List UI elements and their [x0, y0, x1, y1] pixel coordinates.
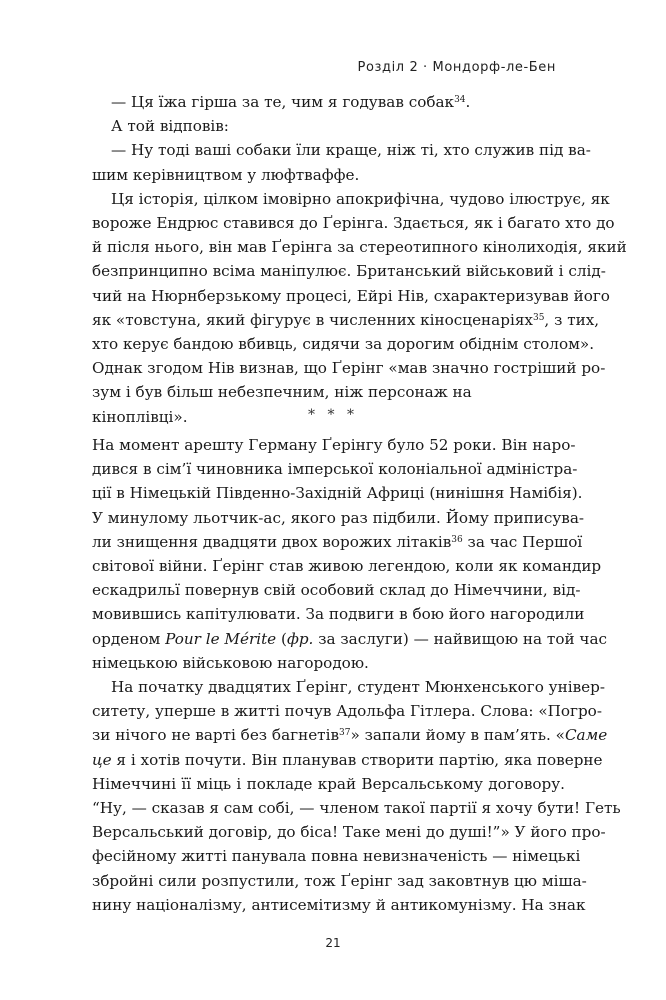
text-line: [92, 627, 608, 651]
italic-text: Pour le Mérite: [165, 629, 277, 648]
line-text: Німеччині її міць і покладе край Версальському договору.: [92, 774, 565, 793]
section-divider: * * *: [308, 407, 358, 423]
line-text: .: [465, 93, 471, 111]
text-line: [92, 578, 581, 602]
line-text: нину націоналізму, антисемітизму й антикомунізму. На знак: [92, 895, 586, 914]
text-block-dialogue: [92, 90, 627, 429]
line-text: — Ну тоді ваші собаки їли краще, ніж ті, хто служив під ва-: [111, 141, 591, 160]
line-text: я і хотів почути. Він планував створити партію, яка поверне: [111, 750, 603, 769]
text-line: [92, 893, 586, 917]
text-line: [92, 235, 627, 259]
italic-text: фр.: [286, 629, 314, 648]
text-line: [92, 748, 603, 772]
line-text: Ця історія, цілком імовірно апокрифічна, чудово ілюструє, як: [111, 189, 610, 208]
footnote-ref: 37: [339, 728, 351, 739]
text-line: [92, 114, 565, 138]
line-text: ції в Німецькій Південно-Західній Африці (нинішня Намібія).: [92, 484, 583, 503]
line-text: збройні сили розпустили, тож Ґерінг зад заковтнув цю мішa-: [92, 871, 587, 890]
line-text: ескадрильї повернув свій особовий склад до Німеччини, від-: [92, 581, 581, 600]
text-line: [92, 723, 608, 747]
footnote-ref: 34: [454, 95, 466, 105]
line-text: , з тих,: [544, 310, 600, 329]
line-text: й після нього, він мав Ґерінга за стереотипного кінолиходія, який: [92, 238, 627, 257]
line-text: дився в сім’ї чиновника імперської колоніальної адміністра-: [92, 460, 578, 479]
text-line: [92, 869, 587, 893]
text-line: [92, 651, 565, 675]
line-text: німецькою військовою нагородою.: [92, 653, 369, 672]
line-text: У минулому льотчик-ас, якого раз підбили. Йому приписува-: [92, 508, 585, 527]
text-line: [92, 699, 602, 723]
text-line: [92, 796, 621, 820]
line-text: — Ця їжа гірша за те, чим я годував собак: [111, 93, 455, 111]
text-line: [92, 481, 583, 505]
text-block-biography: [92, 433, 621, 917]
line-text: Версальський договір, до біса! Таке мені до душі!”» У його про-: [92, 823, 606, 842]
line-text: хто керує бандою вбивць, сидячи за дорогим обіднім столом».: [92, 335, 595, 354]
footnote-ref: 35: [532, 312, 545, 323]
line-text: ли знищення двадцяти двох ворожих літаків: [92, 532, 452, 551]
text-line: [92, 259, 606, 283]
text-line: [92, 308, 600, 332]
line-text: На момент арешту Герману Ґерінгу було 52 роки. Він наро-: [92, 436, 576, 454]
text-line: [92, 844, 581, 868]
line-text: чий на Нюрнберзькому процесі, Ейрі Нів, схарактеризував його: [92, 286, 610, 305]
line-text: за заслуги) — найвищою на той час: [313, 629, 608, 648]
text-line: [92, 163, 565, 187]
line-text: А той відповів:: [111, 117, 229, 136]
footnote-ref: 36: [451, 534, 463, 545]
line-text: зум і був більш небезпечним, ніж персонаж на кіноплівці».: [92, 383, 472, 426]
text-line: [92, 554, 602, 578]
text-line: [92, 211, 615, 235]
italic-text: Саме: [564, 726, 608, 745]
line-text: » запали йому в пам’ять. «: [350, 726, 565, 745]
line-text: зи нічого не варті без багнетів: [92, 726, 339, 745]
text-line: [92, 433, 576, 457]
line-text: шим керівництвом у люфтваффе.: [92, 165, 360, 184]
line-text: “Ну, — сказав я сам собі, — членом такої партії я хочу бути! Геть: [92, 799, 621, 818]
line-text: ситету, уперше в житті почув Адольфа Гітлера. Слова: «Погро-: [92, 702, 602, 721]
line-text: фесійному житті панувала повна невизначеність — німецькі: [92, 847, 581, 866]
line-text: (: [276, 629, 287, 648]
text-line: [92, 457, 578, 481]
line-text: орденом: [92, 629, 166, 648]
text-line: [92, 602, 585, 626]
italic-text: це: [92, 750, 112, 769]
running-head: Розділ 2 · Мондорф-ле-Бен: [357, 60, 556, 75]
line-text: світової війни. Ґерінг став живою легендою, коли як командир: [92, 557, 602, 576]
line-text: як «товстуна, який фігурує в численних кіносценаріях: [92, 310, 533, 329]
line-text: мовившись капітулювати. За подвиги в бою його нагородили: [92, 605, 585, 624]
text-line: [92, 90, 565, 114]
line-text: Однак згодом Нів визнав, що Ґерінг «мав значно гостріший ро-: [92, 359, 606, 378]
text-line: [92, 187, 610, 211]
text-line: [92, 530, 583, 554]
line-text: за час Першої: [462, 532, 583, 551]
page-number: 21: [325, 936, 341, 950]
text-line: [92, 356, 606, 380]
line-text: На початку двадцятих Ґерінг, студент Мюнхенського універ-: [111, 678, 605, 697]
text-line: [92, 820, 606, 844]
line-text: безпринципно всіма маніпулює. Британський військовий і слід-: [92, 262, 606, 281]
text-line: [92, 506, 585, 530]
text-line: [92, 675, 605, 699]
text-line: [92, 138, 591, 162]
text-line: [92, 772, 565, 796]
text-line: [92, 332, 595, 356]
text-line: [92, 284, 610, 308]
line-text: вороже Ендрюс ставився до Ґерінга. Здається, як і багато хто до: [92, 214, 615, 233]
